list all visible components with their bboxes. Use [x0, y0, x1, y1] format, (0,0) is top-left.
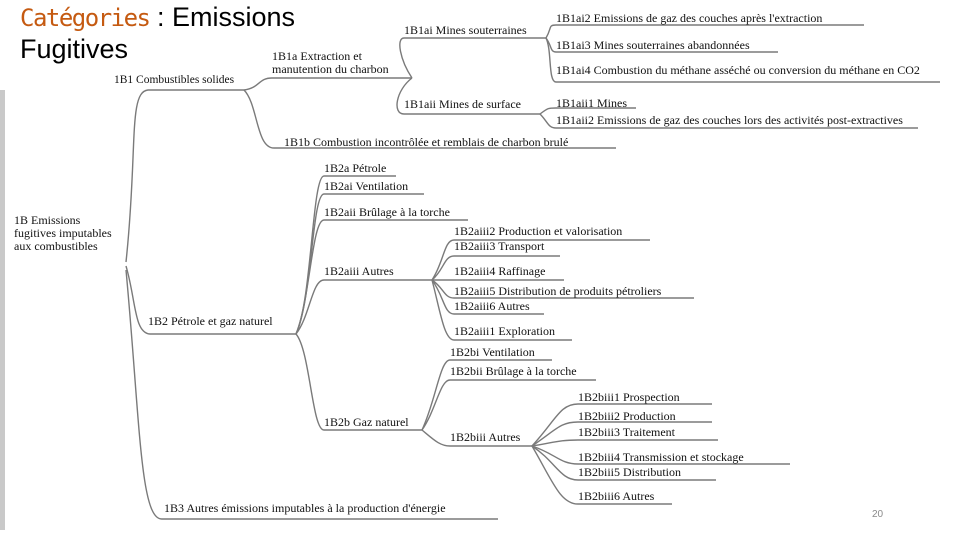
- connector-b2-b2aiii: [296, 280, 432, 334]
- connector-b1-b1a: [244, 78, 412, 90]
- node-1b1: 1B1 Combustibles solides: [114, 74, 235, 86]
- node-1b1aii2: 1B1aii2 Emissions de gaz des couches lors des activités post-extractives: [556, 113, 903, 127]
- node-1b2: 1B2 Pétrole et gaz naturel: [148, 314, 273, 328]
- node-1b2b: 1B2b Gaz naturel: [324, 415, 409, 429]
- title-rest: : Emissions: [149, 2, 296, 32]
- node-1b2biii1: 1B2biii1 Prospection: [578, 390, 680, 404]
- node-1b2a: 1B2a Pétrole: [324, 161, 387, 175]
- node-1b2aiii: 1B2aiii Autres: [324, 264, 394, 278]
- node-1b2biii3: 1B2biii3 Traitement: [578, 425, 676, 439]
- node-1b1b: 1B1b Combustion incontrôlée et remblais de charbon brulé: [284, 135, 569, 149]
- node-1b2aiii4: 1B2aiii4 Raffinage: [454, 264, 546, 278]
- node-1b-root: [14, 214, 112, 253]
- node-1b2biii5: 1B2biii5 Distribution: [578, 465, 682, 479]
- node-1b2aiii6: 1B2aiii6 Autres: [454, 299, 530, 313]
- node-1b2biii2: 1B2biii2 Production: [578, 409, 676, 423]
- node-1b2biii4: 1B2biii4 Transmission et stockage: [578, 450, 744, 464]
- node-1b1aii: 1B1aii Mines de surface: [404, 97, 521, 111]
- connector-b1a-b1ai: [400, 38, 546, 78]
- node-1b2ai: 1B2ai Ventilation: [324, 179, 409, 193]
- connector-b1ai-b1ai2: [546, 25, 864, 38]
- node-1b2bii: 1B2bii Brûlage à la torche: [450, 364, 577, 378]
- node-1b2aiii1: 1B2aiii1 Exploration: [454, 324, 555, 338]
- node-1b-root-line3: aux combustibles: [14, 239, 98, 253]
- node-1b2bi: 1B2bi Ventilation: [450, 345, 535, 359]
- node-1b2aii: 1B2aii Brûlage à la torche: [324, 205, 450, 219]
- node-1b2biii6: 1B2biii6 Autres: [578, 489, 655, 503]
- node-1b2aiii2: 1B2aiii2 Production et valorisation: [454, 224, 623, 238]
- connector-root-b1: [126, 90, 244, 262]
- node-1b2aiii3: 1B2aiii3 Transport: [454, 239, 545, 253]
- title-accent: Catégories: [20, 4, 150, 32]
- title-line2: Fugitives: [20, 34, 129, 64]
- connector-b2biii-3: [532, 440, 718, 446]
- node-1b1ai3: 1B1ai3 Mines souterraines abandonnées: [556, 38, 750, 52]
- node-1b-root-line1: 1B Emissions: [14, 213, 81, 227]
- node-1b2aiii5: 1B2aiii5 Distribution de produits pétroliers: [454, 284, 662, 298]
- node-1b3: 1B3 Autres émissions imputables à la production d'énergie: [164, 501, 446, 515]
- page-number: 20: [872, 509, 884, 520]
- node-1b-root-line2: fugitives imputables: [14, 226, 112, 240]
- node-1b1a: [272, 50, 389, 76]
- node-1b1a-line1: 1B1a Extraction et: [272, 49, 362, 63]
- node-1b2biii: 1B2biii Autres: [450, 430, 521, 444]
- node-1b1aii1: 1B1aii1 Mines: [556, 96, 627, 110]
- node-1b1ai: 1B1ai Mines souterraines: [404, 23, 527, 37]
- node-1b1ai4: 1B1ai4 Combustion du méthane asséché ou conversion du méthane en CO2: [556, 63, 920, 77]
- node-1b1ai2: 1B1ai2 Emissions de gaz des couches après l'extraction: [556, 11, 823, 25]
- node-1b1a-line2: manutention du charbon: [272, 62, 389, 76]
